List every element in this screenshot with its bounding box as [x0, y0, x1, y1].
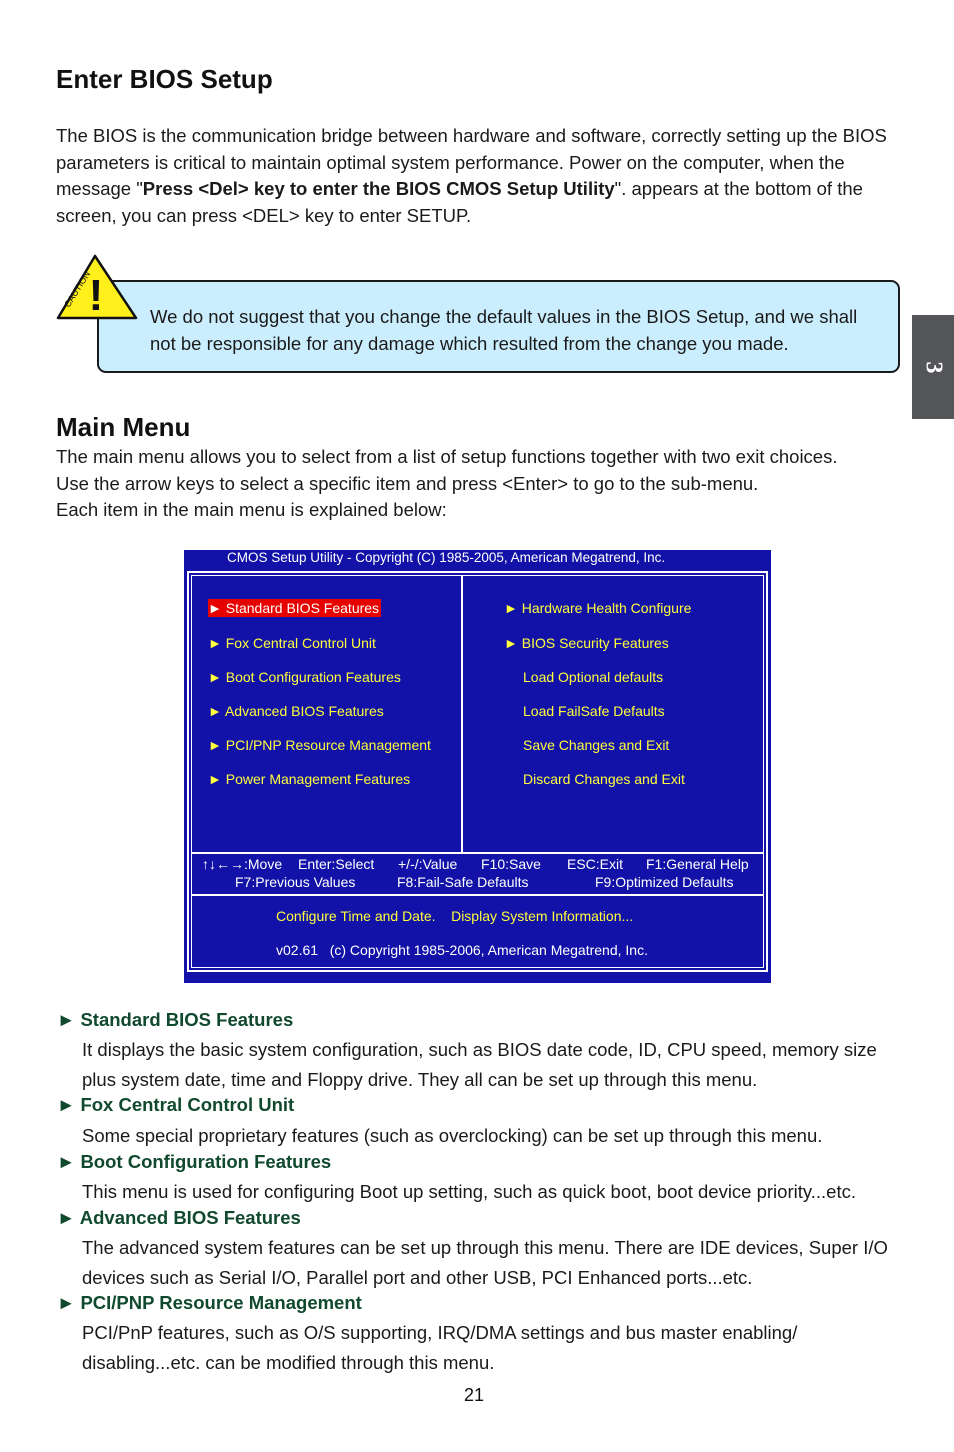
bios-key-help: F1:General Help	[646, 856, 749, 872]
bios-item-pci-pnp-resource-management[interactable]: ► PCI/PNP Resource Management	[208, 737, 431, 753]
main-menu-line: The main menu allows you to select from a list of setup functions together with two exit choices.	[56, 446, 838, 467]
feature-desc-boot-config: This menu is used for configuring Boot up setting, such as quick boot, boot device priority...etc.	[82, 1181, 856, 1202]
caution-label: CAUTION	[62, 269, 93, 310]
intro-text-bold: Press <Del> key to enter the BIOS CMOS Setup Utility	[142, 178, 615, 199]
bios-item-advanced-bios-features[interactable]: ► Advanced BIOS Features	[208, 703, 384, 719]
bios-screen	[184, 550, 771, 983]
caution-mark: !	[88, 271, 104, 320]
caution-text: We do not suggest that you change the default values in the BIOS Setup, and we shall not be responsible for any damage which resulted from the change you made.	[150, 306, 858, 354]
bios-key-failsafe-defaults: F8:Fail-Safe Defaults	[397, 874, 529, 890]
section-title-enter-bios: Enter BIOS Setup	[56, 64, 273, 94]
main-menu-line: Each item in the main menu is explained below:	[56, 499, 447, 520]
bios-item-standard-bios-features[interactable]: ► Standard BIOS Features	[208, 600, 380, 616]
bios-item-hardware-health-configure[interactable]: ► Hardware Health Configure	[504, 600, 692, 616]
intro-text-end: ". appears at the bottom of the screen, you can press <DEL> key to enter SETUP.	[56, 178, 863, 226]
bios-item-fox-central-control-unit[interactable]: ► Fox Central Control Unit	[208, 635, 376, 651]
bios-key-value: +/-/:Value	[398, 856, 458, 872]
feature-desc-pci-pnp: PCI/PnP features, such as O/S supporting, IRQ/DMA settings and bus master enabling/ disabling...etc. can be modified through this menu.	[82, 1322, 798, 1373]
feature-desc-standard-bios: It displays the basic system configuration, such as BIOS date code, ID, CPU speed, memory size plus system date, time and Floppy drive. They all can be set up through this menu.	[82, 1039, 877, 1090]
main-menu-line: Use the arrow keys to select a specific item and press <Enter> to go to the sub-menu.	[56, 472, 759, 494]
intro-text-start: The BIOS is the communication bridge between hardware and software, correctly setting up the BIOS parameters is critical to maintain optimal system performance. Power on the computer, when the message "	[56, 125, 887, 199]
bios-status-info: Configure Time and Date. Display System Information...	[276, 908, 634, 924]
bios-item-boot-configuration-features[interactable]: ► Boot Configuration Features	[208, 669, 401, 685]
bios-item-bios-security-features[interactable]: ► BIOS Security Features	[504, 635, 669, 651]
feature-title-boot-config: ► Boot Configuration Features	[57, 1151, 332, 1172]
bios-item-power-management-features[interactable]: ► Power Management Features	[208, 771, 411, 787]
bios-key-move: ↑↓←→:Move	[202, 856, 283, 872]
bios-title: CMOS Setup Utility - Copyright (C) 1985-2005, American Megatrend, Inc.	[227, 550, 666, 565]
bios-item-load-optional-defaults[interactable]: Load Optional defaults	[523, 669, 664, 685]
bios-key-save: F10:Save	[481, 856, 541, 872]
chapter-tab	[912, 315, 954, 419]
bios-key-select: Enter:Select	[298, 856, 375, 872]
section-title-main-menu: Main Menu	[56, 412, 191, 442]
feature-title-pci-pnp: ► PCI/PNP Resource Management	[57, 1292, 362, 1313]
intro-paragraph	[56, 123, 896, 229]
page-number: 21	[463, 1385, 485, 1405]
feature-desc-advanced-bios: The advanced system features can be set up through this menu. There are IDE devices, Super I/O devices such as Serial I/O, Parallel port and other USB, PCI Enhanced ports...etc.	[82, 1237, 888, 1288]
chapter-number: 3	[920, 361, 947, 373]
bios-key-optimized-defaults: F9:Optimized Defaults	[595, 874, 734, 890]
feature-title-fox-central: ► Fox Central Control Unit	[57, 1094, 295, 1115]
caution-warning-icon	[55, 252, 139, 324]
bios-item-load-failsafe-defaults[interactable]: Load FailSafe Defaults	[523, 703, 665, 719]
feature-desc-fox-central: Some special proprietary features (such as overclocking) can be set up through this menu.	[82, 1125, 823, 1146]
main-menu-paragraph	[56, 444, 896, 524]
bios-divider-1	[191, 852, 764, 854]
bios-divider-2	[191, 894, 764, 896]
feature-title-advanced-bios: ► Advanced BIOS Features	[57, 1207, 301, 1228]
bios-item-discard-changes-and-exit[interactable]: Discard Changes and Exit	[523, 771, 685, 787]
bios-item-save-changes-and-exit[interactable]: Save Changes and Exit	[523, 737, 670, 753]
bios-version: v02.61 (c) Copyright 1985-2006, American Megatrend, Inc.	[276, 942, 648, 958]
bios-column-divider	[461, 575, 463, 853]
bios-key-exit: ESC:Exit	[567, 856, 624, 872]
feature-title-standard-bios: ► Standard BIOS Features	[57, 1009, 294, 1030]
bios-key-previous-values: F7:Previous Values	[235, 874, 356, 890]
